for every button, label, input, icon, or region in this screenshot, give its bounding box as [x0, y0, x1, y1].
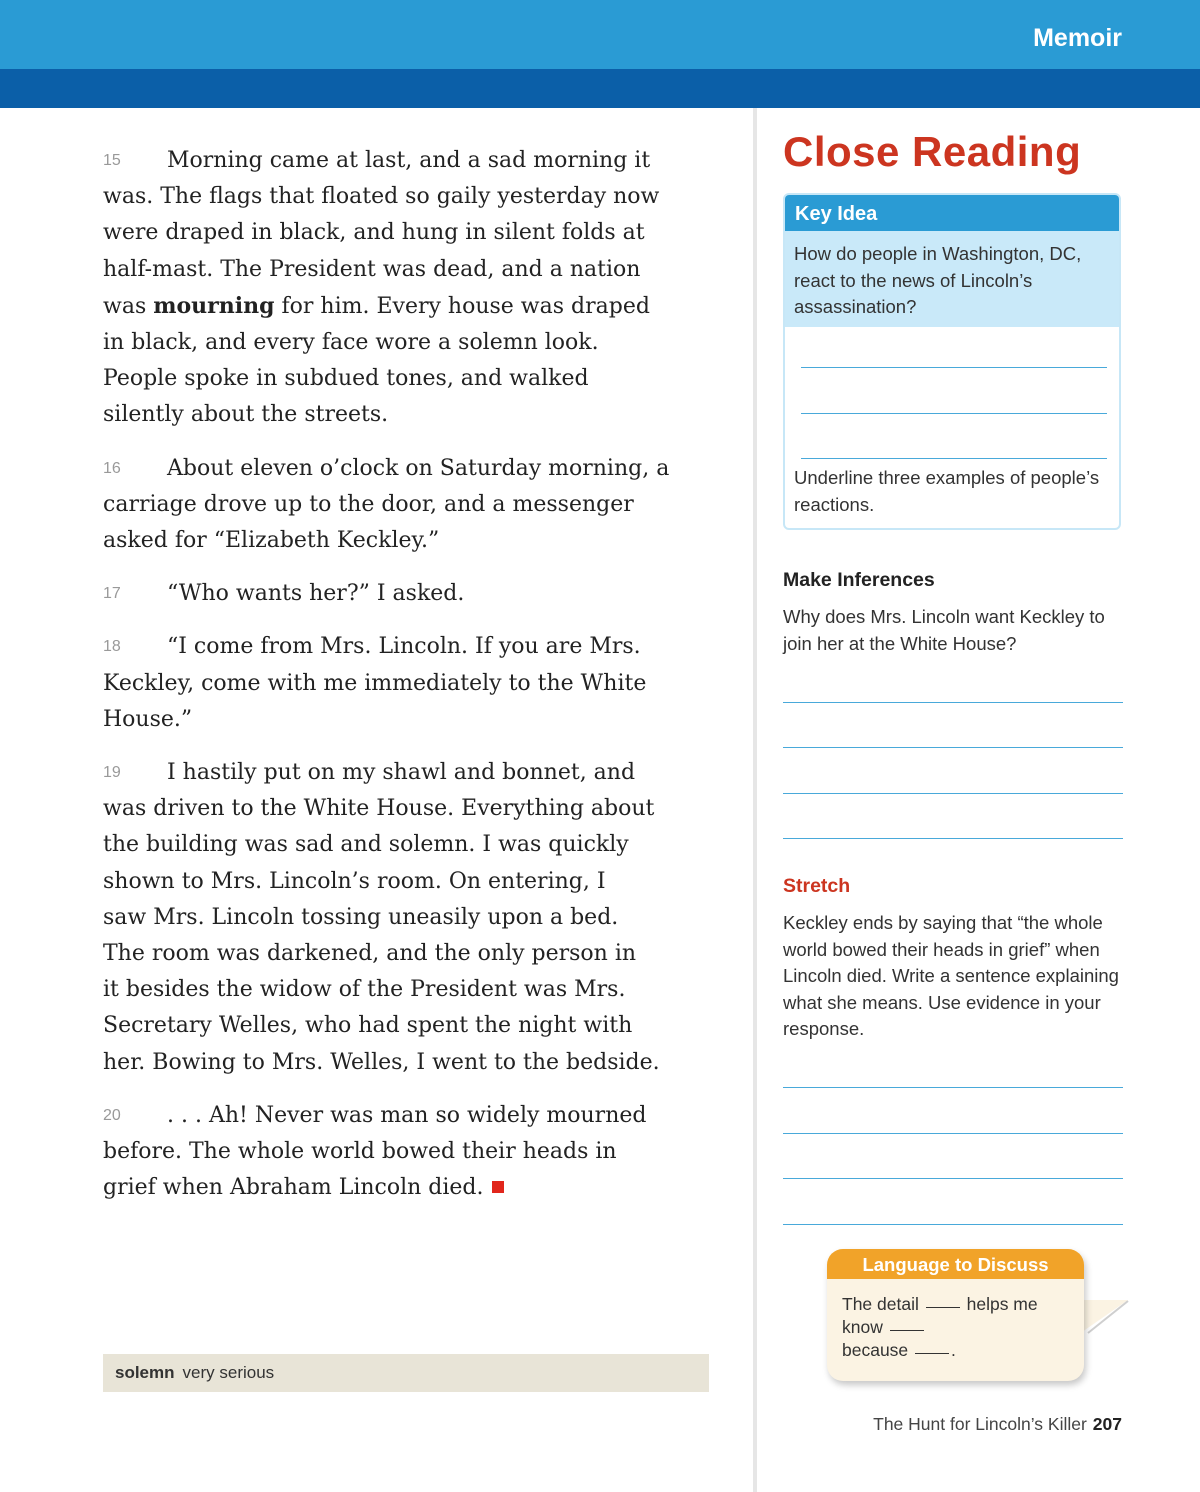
answer-line[interactable] [783, 1133, 1123, 1134]
paragraph-19: 19 I hastily put on my shawl and bonnet, and was driven to the White House. Everything about the building was sad and solemn. I was quickly shown to Mrs. Lincoln’s room. On entering, I saw Mrs. Lincoln tossing uneasily upon a bed. The room was darkened, and the only person in it besides the widow of the President was Mrs. Secretary Welles, who had spent the night with her. Bowing to Mrs. Welles, I went to the bedside. [103, 755, 673, 1081]
genre-label: Memoir [1033, 24, 1122, 52]
paragraph-number: 15 [103, 152, 121, 169]
column-divider [753, 108, 757, 1492]
language-to-discuss-heading: Language to Discuss [827, 1249, 1084, 1279]
glossary-term: solemn [115, 1363, 175, 1382]
make-inferences-heading: Make Inferences [783, 569, 935, 591]
answer-line[interactable] [783, 793, 1123, 794]
glossary-definition: very serious [182, 1363, 275, 1382]
key-idea-instruction: Underline three examples of people’s reactions. [794, 467, 1100, 515]
key-idea-box [783, 193, 1121, 530]
stretch-question: Keckley ends by saying that “the whole world bowed their heads in grief” when Lincoln died. Write a sentence explaining what she means. Use evidence in your response. [783, 912, 1119, 1039]
page-footer [873, 1414, 1122, 1435]
paragraph-18: 18 “I come from Mrs. Lincoln. If you are Mrs. Keckley, come with me immediately to the White House.” [103, 629, 673, 738]
header-band-dark [0, 69, 1200, 108]
close-reading-title: Close Reading [783, 128, 1082, 175]
key-idea-question: How do people in Washington, DC, react to the news of Lincoln’s assassination? [785, 231, 1119, 327]
vocab-word: mourning [153, 292, 275, 319]
paragraph-16: 16 About eleven o’clock on Saturday morning, a carriage drove up to the door, and a messenger asked for “Elizabeth Keckley.” [103, 451, 673, 560]
paragraph-number: 19 [103, 764, 121, 782]
end-mark-icon [492, 1181, 504, 1193]
paragraph-number: 17 [103, 585, 121, 603]
speech-bubble-tail-icon [1082, 1298, 1132, 1338]
answer-line[interactable] [801, 413, 1107, 414]
blank [926, 1307, 960, 1308]
book-title: The Hunt for Lincoln’s Killer [873, 1414, 1087, 1434]
page-number: 207 [1092, 1414, 1122, 1434]
answer-line[interactable] [783, 747, 1123, 748]
answer-line[interactable] [783, 1178, 1123, 1179]
story-text [103, 143, 673, 1223]
paragraph-number: 16 [103, 459, 121, 477]
paragraph-20: 20 . . . Ah! Never was man so widely mourned before. The whole world bowed their heads in grief when Abraham Lincoln died. [103, 1098, 673, 1207]
answer-line[interactable] [783, 702, 1123, 703]
paragraph-number: 20 [103, 1106, 121, 1124]
blank [890, 1330, 924, 1331]
stretch-heading: Stretch [783, 875, 851, 897]
paragraph-number: 18 [103, 638, 121, 656]
glossary-box [103, 1354, 709, 1392]
answer-line[interactable] [783, 838, 1123, 839]
header-band [0, 0, 1200, 69]
blank [915, 1353, 949, 1354]
paragraph-15: 15 Morning came at last, and a sad morning it was. The flags that floated so gaily yesterday now were draped in black, and hung in silent folds at half-mast. The President was dead, and a nation was mourning for him. Every house was draped in black, and every face wore a solemn look. People spoke in subdued tones, and walked silently about the streets. [103, 143, 673, 434]
answer-line[interactable] [801, 367, 1107, 368]
key-idea-heading: Key Idea [785, 195, 1119, 231]
sentence-frame: The detail helps me know because . [842, 1294, 1038, 1360]
key-idea-answer-lines [785, 327, 1119, 465]
paragraph-17: 17 “Who wants her?” I asked. [103, 576, 673, 612]
answer-line[interactable] [801, 458, 1107, 459]
answer-line[interactable] [783, 1224, 1123, 1225]
make-inferences-question: Why does Mrs. Lincoln want Keckley to join her at the White House? [783, 606, 1105, 654]
answer-line[interactable] [783, 1087, 1123, 1088]
language-to-discuss-bubble [827, 1249, 1084, 1381]
